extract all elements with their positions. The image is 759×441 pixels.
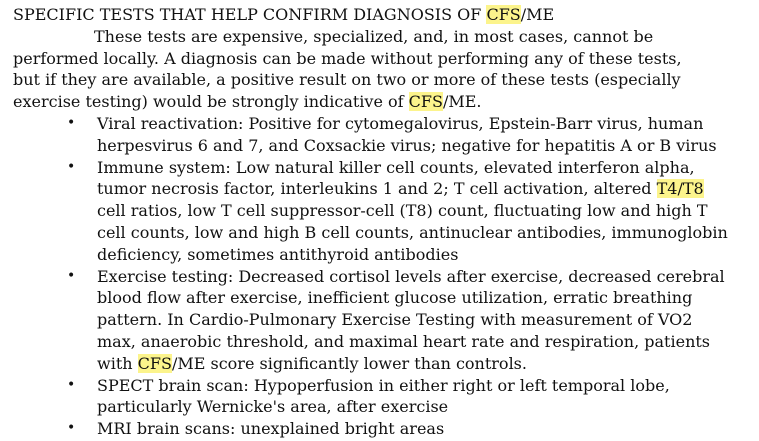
- intro-line-3: but if they are available, a positive result on two or more of these tests (especially: [13, 70, 681, 90]
- bullet-icon: •: [67, 376, 76, 393]
- item-2-line-5: deficiency, sometimes antithyroid antibodies: [97, 244, 459, 264]
- bullet-icon: •: [67, 114, 76, 131]
- item-1-line-1: Viral reactivation: Positive for cytomegalovirus, Epstein-Barr virus, human: [97, 113, 704, 133]
- intro-line-2: performed locally. A diagnosis can be made without performing any of these tests,: [13, 48, 682, 68]
- intro-line-4: [13, 91, 751, 113]
- heading-text: SPECIFIC TESTS THAT HELP CONFIRM DIAGNOSIS OF: [13, 5, 487, 24]
- item-3-line-2: blood flow after exercise, inefficient glucose utilization, erratic breathing: [97, 288, 693, 308]
- item-2-line-2-text: tumor necrosis factor, interleukins 1 and 2; T cell activation, altered: [97, 179, 657, 199]
- heading-highlight-cfs: CFS: [486, 5, 521, 24]
- item-5-line-1: MRI brain scans: unexplained bright areas: [97, 419, 445, 439]
- list-item-exercise-testing: [13, 266, 751, 375]
- bullet-icon: •: [67, 158, 76, 175]
- intro-line-4-suffix: /ME.: [442, 92, 482, 112]
- item-4-line-2: particularly Wernicke's area, after exercise: [97, 397, 449, 417]
- tests-list: [13, 113, 751, 440]
- heading-text-suffix: /ME: [520, 5, 555, 24]
- item-3-line-1: Exercise testing: Decreased cortisol levels after exercise, decreased cerebral: [97, 266, 725, 286]
- list-item-viral-reactivation: [13, 113, 751, 157]
- item-3-line-4: max, anaerobic threshold, and maximal heart rate and respiration, patients: [97, 331, 711, 351]
- item-2-line-3: cell ratios, low T cell suppressor-cell (T8) count, fluctuating low and high T: [97, 201, 708, 221]
- intro-highlight-cfs: CFS: [408, 92, 443, 112]
- item-2-highlight-t4t8: T4/T8: [656, 179, 704, 199]
- item-3-line-5: [97, 353, 751, 375]
- item-4-line-1: SPECT brain scan: Hypoperfusion in either right or left temporal lobe,: [97, 375, 670, 395]
- item-1-line-2: herpesvirus 6 and 7, and Coxsackie virus; negative for hepatitis A or B virus: [97, 135, 717, 155]
- item-2-line-4: cell counts, low and high B cell counts, antinuclear antibodies, immunoglobin: [97, 222, 728, 242]
- item-3-line-5-text: with: [97, 353, 138, 373]
- intro-line-4-text: exercise testing) would be strongly indicative of: [13, 92, 409, 112]
- item-3-highlight-cfs: CFS: [137, 353, 172, 373]
- item-3-line-3: pattern. In Cardio-Pulmonary Exercise Testing with measurement of VO2: [97, 310, 693, 330]
- item-2-line-2: [97, 178, 751, 200]
- document-heading: [13, 4, 751, 26]
- item-3-line-5-suffix: /ME score significantly lower than controls.: [171, 353, 527, 373]
- intro-paragraph: [13, 26, 751, 113]
- list-item-immune-system: [13, 157, 751, 266]
- bullet-icon: •: [67, 420, 76, 437]
- list-item-spect-brain-scan: [13, 375, 751, 419]
- item-2-line-1: Immune system: Low natural killer cell counts, elevated interferon alpha,: [97, 157, 695, 177]
- intro-line-1: These tests are expensive, specialized, and, in most cases, cannot be: [94, 26, 654, 46]
- bullet-icon: •: [67, 267, 76, 284]
- list-item-mri-brain-scans: [13, 418, 751, 440]
